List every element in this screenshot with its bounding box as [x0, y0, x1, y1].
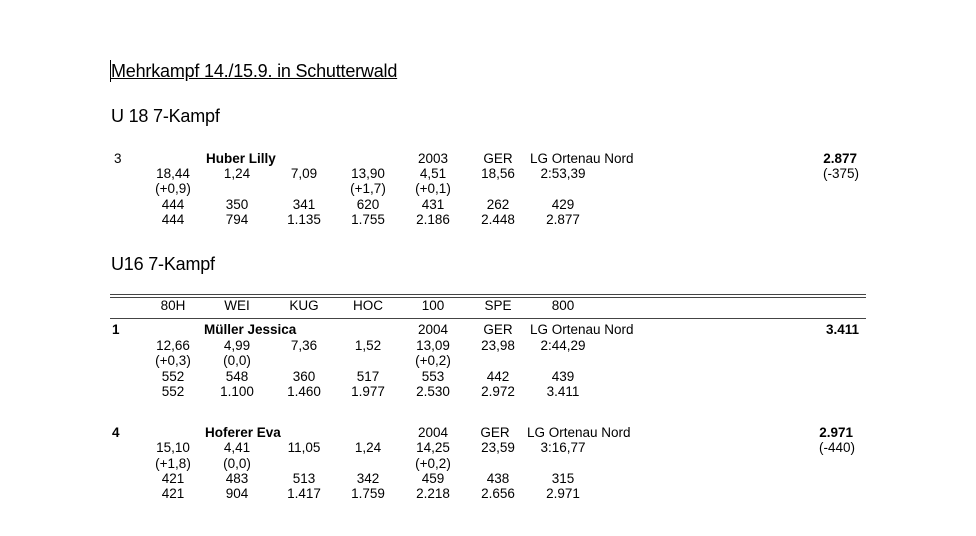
- table-cell: 1.100: [220, 384, 254, 399]
- table-cell: 11,05: [287, 440, 321, 455]
- table-cell: 13,09: [416, 338, 450, 353]
- table-cell: 4,41: [223, 440, 251, 455]
- document-title: Mehrkampf 14./15.9. in Schutterwald: [111, 61, 398, 81]
- table-cell: (0,0): [223, 353, 251, 368]
- table-cell: 2.877: [546, 212, 580, 227]
- entry-club: LG Ortenau Nord: [530, 322, 634, 337]
- entry-year: 2003: [417, 151, 449, 166]
- table-cell: 431: [421, 197, 445, 212]
- section-heading-u16: U16 7-Kampf: [111, 254, 215, 274]
- table-cell: 517: [356, 369, 380, 384]
- entry-year: 2004: [417, 425, 449, 440]
- header-rule-bottom: [110, 318, 866, 319]
- table-cell: 439: [551, 369, 575, 384]
- entry-nation: GER: [483, 151, 513, 166]
- table-cell: WEI: [224, 298, 250, 313]
- table-cell: 442: [486, 369, 510, 384]
- table-cell: 2:53,39: [540, 166, 586, 181]
- table-cell: SPE: [484, 298, 512, 313]
- table-cell: 2.971: [546, 486, 580, 501]
- table-cell: 23,59: [481, 440, 515, 455]
- table-cell: 14,25: [416, 440, 450, 455]
- entry-club: LG Ortenau Nord: [527, 425, 631, 440]
- entry-place: 3: [114, 151, 122, 166]
- table-cell: 2:44,29: [540, 338, 586, 353]
- entry-total-note: (-375): [822, 166, 859, 181]
- table-cell: 421: [161, 486, 185, 501]
- table-cell: 2.448: [481, 212, 515, 227]
- table-cell: 2.218: [416, 486, 450, 501]
- table-cell: 552: [161, 369, 185, 384]
- entry-place: 1: [112, 322, 120, 337]
- table-cell: 3.411: [546, 384, 580, 399]
- table-cell: (+1,8): [155, 456, 191, 471]
- section-heading-u18: U 18 7-Kampf: [111, 106, 220, 126]
- table-cell: 800: [551, 298, 575, 313]
- table-cell: 1,24: [354, 440, 382, 455]
- table-cell: 1.460: [287, 384, 321, 399]
- table-cell: (+0,2): [415, 456, 451, 471]
- table-cell: (+0,3): [155, 353, 191, 368]
- entry-club: LG Ortenau Nord: [530, 151, 634, 166]
- table-cell: 12,66: [156, 338, 190, 353]
- table-cell: 459: [421, 471, 445, 486]
- table-cell: 429: [551, 197, 575, 212]
- table-cell: 2.186: [416, 212, 450, 227]
- table-cell: 794: [225, 212, 249, 227]
- table-cell: 1.977: [351, 384, 385, 399]
- table-cell: 342: [356, 471, 380, 486]
- table-cell: 1,24: [223, 166, 251, 181]
- table-cell: (+0,1): [415, 181, 451, 196]
- table-cell: 1.417: [287, 486, 321, 501]
- table-cell: 2.530: [416, 384, 450, 399]
- table-cell: 1.135: [287, 212, 321, 227]
- table-cell: 15,10: [156, 440, 190, 455]
- table-cell: 315: [551, 471, 575, 486]
- table-cell: 80H: [160, 298, 186, 313]
- table-cell: 100: [421, 298, 445, 313]
- entry-name: Huber Lilly: [206, 151, 276, 166]
- table-cell: 4,99: [223, 338, 251, 353]
- entry-place: 4: [112, 425, 120, 440]
- table-cell: 620: [356, 197, 380, 212]
- table-cell: 7,09: [290, 166, 318, 181]
- table-cell: 2.656: [481, 486, 515, 501]
- table-cell: 3:16,77: [540, 440, 586, 455]
- table-cell: 904: [225, 486, 249, 501]
- table-cell: 1,52: [354, 338, 382, 353]
- table-cell: 444: [161, 212, 185, 227]
- table-cell: 18,56: [481, 166, 515, 181]
- table-cell: 552: [161, 384, 185, 399]
- entry-total: 2.877: [823, 151, 857, 166]
- table-cell: 553: [421, 369, 445, 384]
- table-cell: (+0,2): [415, 353, 451, 368]
- table-cell: 262: [486, 197, 510, 212]
- table-cell: KUG: [289, 298, 319, 313]
- entry-nation: GER: [483, 322, 513, 337]
- table-cell: 18,44: [156, 166, 190, 181]
- table-cell: (+0,9): [155, 181, 191, 196]
- table-cell: 7,36: [290, 338, 318, 353]
- table-cell: 2.972: [481, 384, 515, 399]
- table-cell: 4,51: [419, 166, 447, 181]
- table-cell: 1.759: [351, 486, 385, 501]
- table-cell: 444: [161, 197, 185, 212]
- table-cell: 360: [292, 369, 316, 384]
- table-cell: 548: [225, 369, 249, 384]
- entry-year: 2004: [417, 322, 449, 337]
- entry-nation: GER: [480, 425, 510, 440]
- table-cell: (+1,7): [350, 181, 386, 196]
- table-cell: 23,98: [481, 338, 515, 353]
- table-cell: 341: [292, 197, 316, 212]
- table-cell: 421: [161, 471, 185, 486]
- table-cell: 1.755: [351, 212, 385, 227]
- table-cell: 513: [292, 471, 316, 486]
- table-cell: 483: [225, 471, 249, 486]
- entry-total: 3.411: [825, 322, 859, 337]
- entry-name: Müller Jessica: [204, 322, 297, 337]
- table-cell: (0,0): [223, 456, 251, 471]
- table-cell: 350: [225, 197, 249, 212]
- entry-name: Hoferer Eva: [205, 425, 281, 440]
- header-rule-top: [110, 294, 866, 295]
- table-cell: 438: [486, 471, 510, 486]
- entry-total-note: (-440): [818, 440, 855, 455]
- table-cell: HOC: [353, 298, 383, 313]
- entry-total: 2.971: [819, 425, 853, 440]
- table-cell: 13,90: [351, 166, 385, 181]
